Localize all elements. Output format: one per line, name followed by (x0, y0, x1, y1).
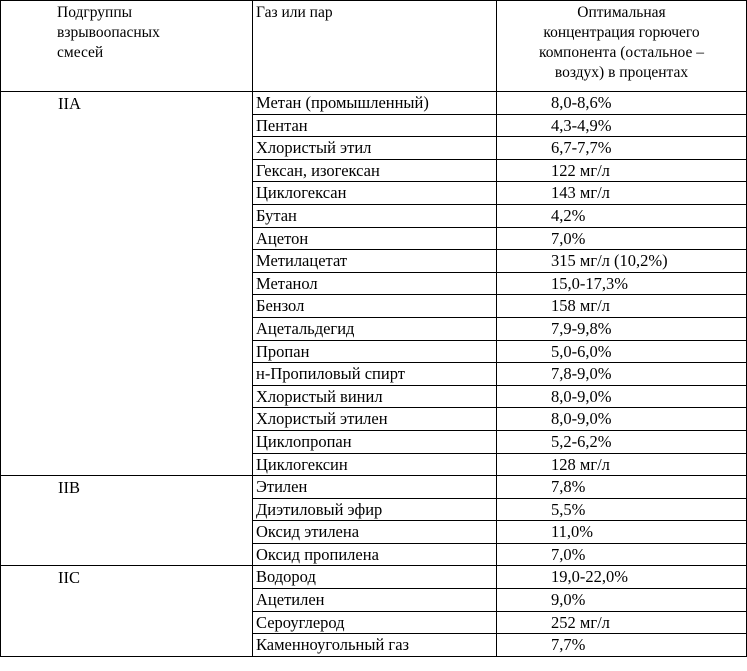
header-gas: Газ или пар (253, 1, 497, 92)
gas-name-cell: Диэтиловый эфир (253, 498, 497, 521)
concentration-cell: 4,3-4,9% (497, 114, 747, 137)
gas-name-cell: Ацетилен (253, 589, 497, 612)
concentration-cell: 7,0% (497, 543, 747, 566)
concentration-cell: 4,2% (497, 204, 747, 227)
table-header (1, 1, 747, 92)
header-row (1, 1, 747, 92)
concentration-cell: 7,8-9,0% (497, 363, 747, 386)
concentration-cell: 7,8% (497, 476, 747, 499)
subgroup-cell: IIB (1, 476, 253, 566)
concentration-cell: 5,2-6,2% (497, 430, 747, 453)
gas-name-cell: Циклогексан (253, 182, 497, 205)
gas-name-cell: Пропан (253, 340, 497, 363)
subgroup-cell: IIA (1, 92, 253, 476)
table-body (1, 92, 747, 657)
concentration-cell: 5,5% (497, 498, 747, 521)
gas-name-cell: Оксид пропилена (253, 543, 497, 566)
gas-name-cell: Хлористый винил (253, 385, 497, 408)
concentration-cell: 122 мг/л (497, 159, 747, 182)
concentration-cell: 143 мг/л (497, 182, 747, 205)
concentration-cell: 7,7% (497, 634, 747, 657)
gas-name-cell: Пентан (253, 114, 497, 137)
gas-name-cell: Циклогексин (253, 453, 497, 476)
concentration-cell: 8,0-9,0% (497, 408, 747, 431)
concentration-cell: 315 мг/л (10,2%) (497, 250, 747, 273)
subgroup-cell: IIC (1, 566, 253, 656)
concentration-cell: 5,0-6,0% (497, 340, 747, 363)
header-concentration (497, 1, 747, 92)
concentration-cell: 128 мг/л (497, 453, 747, 476)
table-row (1, 92, 747, 115)
concentration-cell: 158 мг/л (497, 295, 747, 318)
gas-name-cell: Метан (промышленный) (253, 92, 497, 115)
gas-name-cell: Хлористый этил (253, 137, 497, 160)
gas-name-cell: Хлористый этилен (253, 408, 497, 431)
concentration-cell: 6,7-7,7% (497, 137, 747, 160)
gas-name-cell: Сероуглерод (253, 611, 497, 634)
gas-name-cell: Этилен (253, 476, 497, 499)
concentration-cell: 19,0-22,0% (497, 566, 747, 589)
header-concentration-line: компонента (остальное – (539, 44, 704, 61)
gas-name-cell: Бутан (253, 204, 497, 227)
header-concentration-line: воздух) в процентах (554, 64, 689, 81)
gas-name-cell: Ацетон (253, 227, 497, 250)
gas-name-cell: Бензол (253, 295, 497, 318)
header-subgroups (1, 1, 253, 92)
header-subgroups-line: смесей (57, 44, 104, 61)
table-row (1, 566, 747, 589)
concentration-cell: 7,0% (497, 227, 747, 250)
gas-name-cell: Оксид этилена (253, 521, 497, 544)
gas-name-cell: Каменноугольный газ (253, 634, 497, 657)
gas-name-cell: Циклопропан (253, 430, 497, 453)
header-concentration-line: Оптимальная (577, 4, 666, 21)
gas-name-cell: Метанол (253, 272, 497, 295)
gas-name-cell: н-Пропиловый спирт (253, 363, 497, 386)
concentration-cell: 7,9-9,8% (497, 317, 747, 340)
gas-name-cell: Водород (253, 566, 497, 589)
concentration-cell: 252 мг/л (497, 611, 747, 634)
header-subgroups-line: взрывоопасных (57, 24, 160, 41)
concentration-cell: 15,0-17,3% (497, 272, 747, 295)
gas-name-cell: Гексан, изогексан (253, 159, 497, 182)
concentration-cell: 11,0% (497, 521, 747, 544)
concentration-cell: 8,0-9,0% (497, 385, 747, 408)
header-concentration-line: концентрация горючего (543, 24, 700, 41)
table-row (1, 476, 747, 499)
header-subgroups-line: Подгруппы (57, 4, 133, 21)
concentration-cell: 8,0-8,6% (497, 92, 747, 115)
gas-name-cell: Ацетальдегид (253, 317, 497, 340)
concentration-cell: 9,0% (497, 589, 747, 612)
gas-name-cell: Метилацетат (253, 250, 497, 273)
